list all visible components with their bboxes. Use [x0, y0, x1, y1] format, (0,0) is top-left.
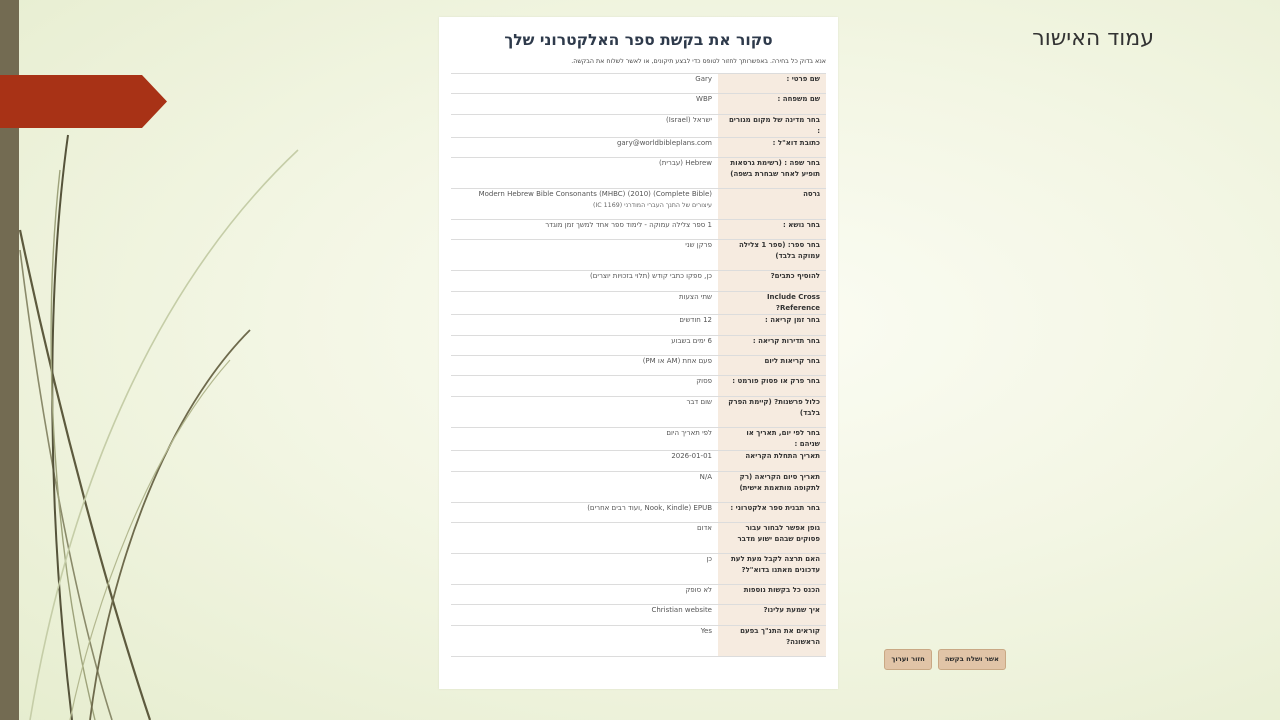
version-name: Modern Hebrew Bible Consonants (MHBC) (2010) (Complete Bible)	[478, 190, 712, 198]
row-label: בחר מדינה של מקום מגורים :	[718, 115, 826, 138]
table-row	[451, 74, 826, 94]
row-value: Gary	[451, 74, 718, 94]
row-label: בחר ספר: (ספר 1 צלילה עמוקה בלבד)	[718, 240, 826, 271]
row-value: אדום	[451, 523, 718, 554]
row-value: פרקן שני	[451, 240, 718, 271]
row-label: בחר שפה : (רשימת גרסאות תופיע לאחר שבחרת בשפה)	[718, 158, 826, 189]
row-label: האם תרצה לקבל מעת לעת עדכונים מאתנו בדוא"ל?	[718, 554, 826, 585]
version-subtitle: עיצורים של התנך העברי המודרני (IC 1169)	[592, 202, 712, 209]
table-row	[451, 220, 826, 240]
table-row	[451, 605, 826, 626]
table-row	[451, 585, 826, 605]
row-label: שם משפחה :	[718, 94, 826, 115]
table-row	[451, 158, 826, 189]
row-value: לפי תאריך היום	[451, 428, 718, 451]
row-label: בחר לפי יום, תאריך או שניהם :	[718, 428, 826, 451]
action-buttons	[884, 649, 1006, 670]
confirm-submit-button[interactable]: אשר ושלח בקשה	[938, 649, 1006, 670]
row-label: בחר קריאות ליום	[718, 356, 826, 376]
row-value: 2026-01-01	[451, 451, 718, 472]
slide-title: עמוד האישור	[1032, 26, 1154, 51]
row-value: פעם אחת (AM או PM)	[451, 356, 718, 376]
row-value: 1 ספר צלילה עמוקה - לימוד ספר אחד למשך זמן מוגדר	[451, 220, 718, 240]
row-value: כן, ספקו כתבי קודש (תלוי בזכויות יוצרים)	[451, 271, 718, 292]
table-row	[451, 356, 826, 376]
row-value: Yes	[451, 626, 718, 657]
table-row	[451, 271, 826, 292]
table-row	[451, 240, 826, 271]
row-label: בחר תדירות קריאה :	[718, 336, 826, 356]
table-row	[451, 189, 826, 220]
row-value: ישראל (Israel)	[451, 115, 718, 138]
table-row	[451, 626, 826, 657]
table-row	[451, 115, 826, 138]
row-label: להוסיף כתבים?	[718, 271, 826, 292]
table-row	[451, 94, 826, 115]
row-value: WBP	[451, 94, 718, 115]
row-label: כתובת דוא"ל :	[718, 138, 826, 158]
table-row	[451, 428, 826, 451]
row-label: תאריך התחלת הקריאה	[718, 451, 826, 472]
table-row	[451, 292, 826, 315]
table-row	[451, 554, 826, 585]
row-value: gary@worldbibleplans.com	[451, 138, 718, 158]
row-label: תאריך סיום הקריאה (רק לתקופה מותאמת אישית)	[718, 472, 826, 503]
back-edit-button[interactable]: חזור וערוך	[884, 649, 931, 670]
review-panel	[439, 17, 838, 689]
row-value: 12 חודשים	[451, 315, 718, 336]
table-row	[451, 397, 826, 428]
row-value: EPUB (Nook, Kindle ,ועוד רבים אחרים)	[451, 503, 718, 523]
table-row	[451, 451, 826, 472]
row-value: לא סופק	[451, 585, 718, 605]
table-row	[451, 523, 826, 554]
row-value-version	[451, 189, 718, 220]
row-label: גרסה	[718, 189, 826, 220]
table-row	[451, 138, 826, 158]
row-value: Christian website	[451, 605, 718, 626]
row-label: גופן אפשר לבחור עבור פסוקים שבהם ישוע מדבר	[718, 523, 826, 554]
table-row	[451, 503, 826, 523]
row-label: הכנס כל בקשות נוספות	[718, 585, 826, 605]
table-row	[451, 315, 826, 336]
row-value: N/A	[451, 472, 718, 503]
review-table	[451, 73, 826, 657]
review-intro: אנא בדוק כל בחירה. באפשרותך לחזור לטופס כדי לבצע תיקונים, או לאשר לשלוח את הבקשה.	[571, 58, 826, 65]
review-title: סקור את בקשת ספר האלקטרוני שלך	[504, 31, 773, 49]
row-value: פסוק	[451, 376, 718, 397]
row-label: בחר פרק או פסוק פורמט :	[718, 376, 826, 397]
row-label: בחר זמן קריאה :	[718, 315, 826, 336]
row-label: שם פרטי :	[718, 74, 826, 94]
row-label: Include Cross Reference?	[718, 292, 826, 315]
row-value: שתי הצעות	[451, 292, 718, 315]
table-row	[451, 472, 826, 503]
arrow-tab-shape	[0, 75, 167, 128]
row-label: איך שמעת עלינו?	[718, 605, 826, 626]
row-label: כלול פרשנות? (קיימת הפרק בלבד)	[718, 397, 826, 428]
table-row	[451, 336, 826, 356]
row-label: בחר נושא :	[718, 220, 826, 240]
row-value: 6 ימים בשבוע	[451, 336, 718, 356]
row-value: Hebrew (עברית)	[451, 158, 718, 189]
row-label: בחר תבנית ספר אלקטרוני :	[718, 503, 826, 523]
row-value: כן	[451, 554, 718, 585]
table-row	[451, 376, 826, 397]
row-value: שום דבר	[451, 397, 718, 428]
row-label: קוראים את התנ"ך בפעם הראשונה?	[718, 626, 826, 657]
